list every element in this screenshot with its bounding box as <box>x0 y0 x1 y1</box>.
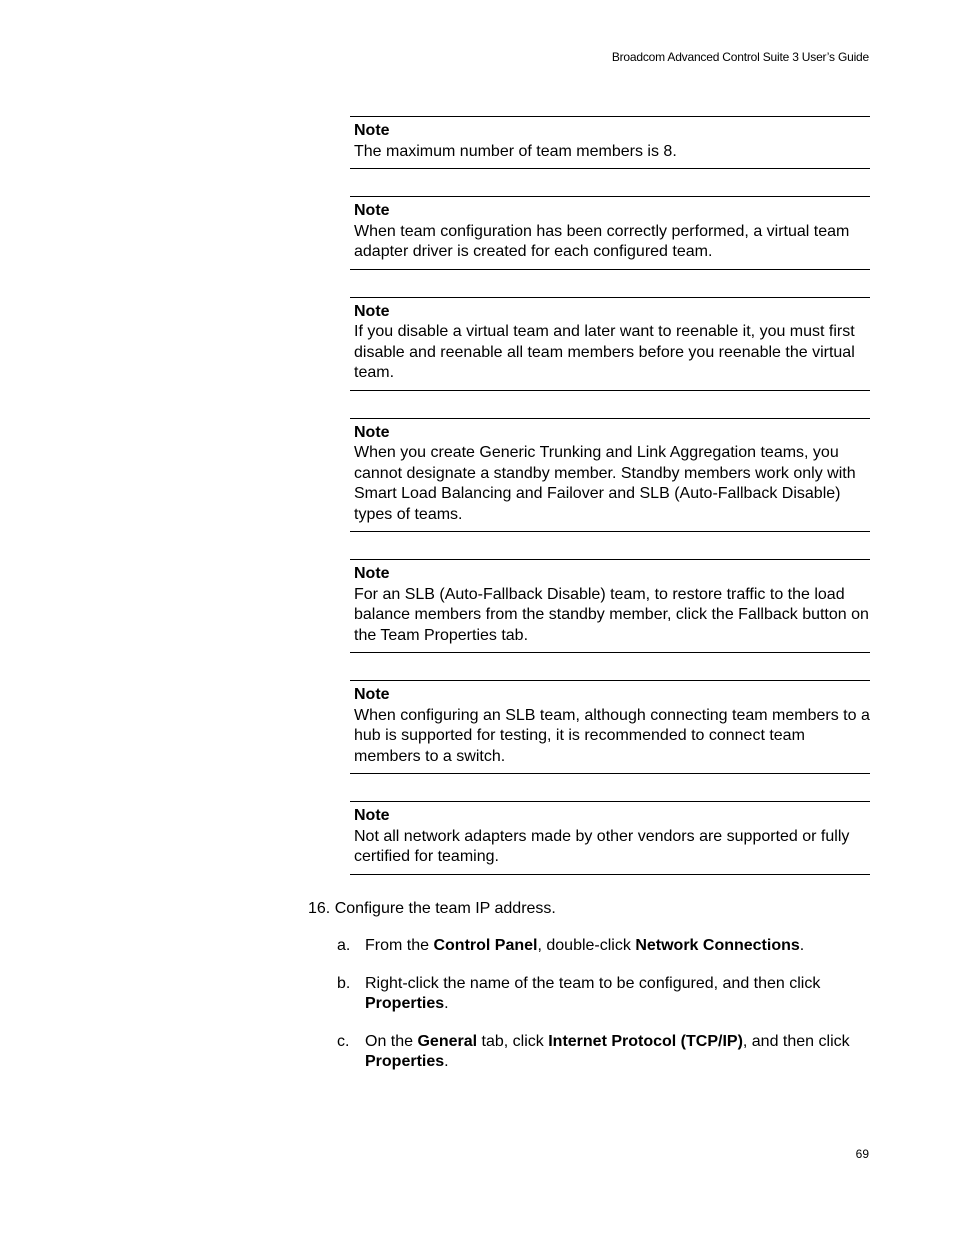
note-title: Note <box>354 686 390 703</box>
note-text: If you disable a virtual team and later want to reenable it, you must first disable and reenable all team members before you reenable the virtual team. <box>354 323 855 381</box>
step-16 <box>308 899 556 920</box>
text-run: , and then click <box>742 1032 850 1050</box>
substep-text <box>365 1032 867 1073</box>
substep-letter: c. <box>337 1032 350 1050</box>
note-box <box>350 116 870 169</box>
note-text: Not all network adapters made by other vendors are supported or fully certified for teaming. <box>354 827 850 865</box>
page-number: 69 <box>855 1147 869 1161</box>
note-text: When team configuration has been correctly performed, a virtual team adapter driver is created for each configured team. <box>354 222 850 260</box>
note-title: Note <box>354 423 390 441</box>
substep-a <box>337 936 867 957</box>
note-box <box>350 801 870 875</box>
text-run: On the <box>365 1032 418 1050</box>
notes-list <box>350 116 870 902</box>
substep-letter: b. <box>337 974 351 992</box>
note-text: When you create Generic Trunking and Link Aggregation teams, you cannot designate a standby member. Standby members work only with Smart Load Balancing and Failover and SLB (Auto-Fallback Disable) types of teams. <box>354 444 856 523</box>
substep-letter: a. <box>337 937 351 954</box>
substep-text <box>365 936 867 957</box>
ui-term: General <box>417 1032 478 1050</box>
text-run: . <box>444 1053 449 1070</box>
note-title: Note <box>354 807 390 824</box>
note-box <box>350 196 870 270</box>
note-title: Note <box>354 202 390 219</box>
running-header: Broadcom Advanced Control Suite 3 User’s Guide <box>611 50 869 64</box>
ui-term: Properties <box>365 995 445 1012</box>
substeps-list <box>337 936 867 1090</box>
text-run: tab, click <box>477 1032 549 1050</box>
note-text: When configuring an SLB team, although connecting team members to a hub is supported for testing, it is recommended to connect team members to a switch. <box>354 706 870 765</box>
note-box <box>350 559 870 653</box>
text-run: . <box>444 995 449 1012</box>
substep-text <box>365 974 867 1015</box>
substep-c <box>337 1032 867 1073</box>
note-title: Note <box>354 302 390 320</box>
text-run: Right-click the name of the team to be configured, and then click <box>365 974 821 992</box>
ui-term: Network Connections <box>635 937 800 954</box>
ui-term: Properties <box>365 1053 445 1070</box>
note-text: For an SLB (Auto-Fallback Disable) team, to restore traffic to the load balance members from the standby member, click the Fallback button on the Team Properties tab. <box>354 585 869 644</box>
text-run: . <box>799 937 805 954</box>
ui-term: Control Panel <box>433 937 538 954</box>
text-run: , double-click <box>537 937 636 954</box>
note-box <box>350 297 870 391</box>
ui-term: Internet Protocol (TCP/IP) <box>548 1032 743 1050</box>
step-text: Configure the team IP address. <box>334 900 556 917</box>
substep-b <box>337 974 867 1015</box>
note-title: Note <box>354 565 390 582</box>
text-run: From the <box>365 937 434 954</box>
note-title: Note <box>354 122 390 139</box>
step-number: 16. <box>308 900 331 917</box>
note-text: The maximum number of team members is 8. <box>354 142 677 160</box>
note-box <box>350 418 870 533</box>
note-box <box>350 680 870 774</box>
